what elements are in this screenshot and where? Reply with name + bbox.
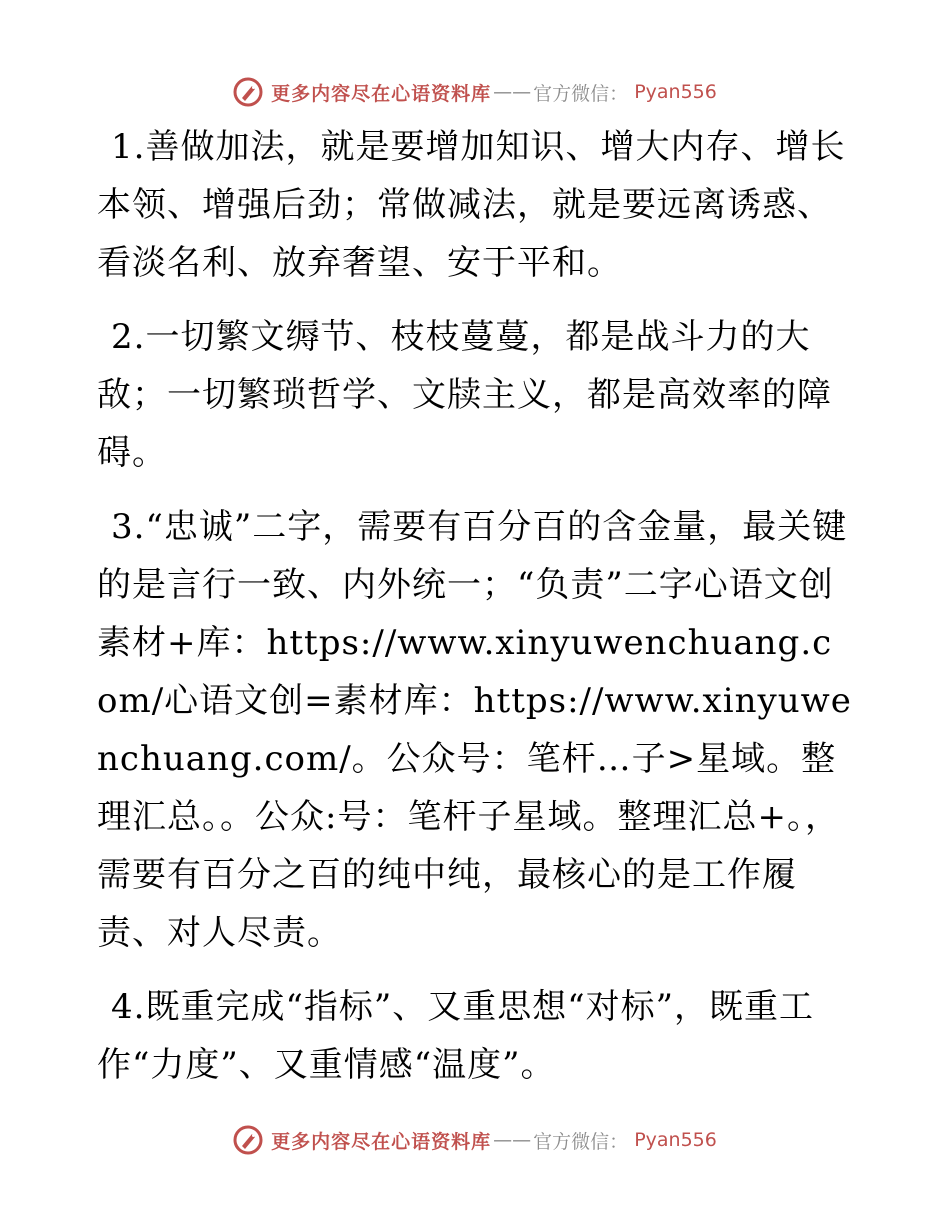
banner-wechat-label: 官方微信： <box>533 1130 629 1153</box>
document-body <box>97 118 853 1110</box>
banner-separator: —— <box>493 1129 532 1151</box>
paragraph-number: 4. <box>111 987 146 1027</box>
paragraph-text: “忠诚”二字，需要有百分百的含金量，最关键的是言行一致、内外统一；“负责”二字心语文创素材+库：https://www.xinyuwenchuang.com/心语文创=素材库：https://www.xinyuwenchuang.com/。公众号：笔杆…子>星域。整理汇总。。公众:号：笔杆子星域。整理汇总+。，需要有百分之百的纯中纯，最核心的是工作履责、对人尽责。 <box>97 507 852 953</box>
paragraph-number: 1. <box>111 127 146 167</box>
banner-wechat-label: 官方微信： <box>533 82 629 105</box>
paragraph-1 <box>97 118 853 292</box>
banner-separator: —— <box>493 81 532 103</box>
banner-wechat-id: Pyan556 <box>634 81 717 103</box>
paragraph-2 <box>97 308 853 482</box>
banner-main-text: 更多内容尽在心语资料库 <box>271 1130 492 1153</box>
paragraph-text: 一切繁文缛节、枝枝蔓蔓，都是战斗力的大敌；一切繁琐哲学、文牍主义，都是高效率的障碍。 <box>97 317 832 473</box>
paragraph-text: 善做加法，就是要增加知识、增大内存、增长本领、增强后劲；常做减法，就是要远离诱惑、看淡名利、放弃奢望、安于平和。 <box>97 127 846 283</box>
paragraph-text: 既重完成“指标”、又重思想“对标”，既重工作“力度”、又重情感“温度”。 <box>97 987 814 1085</box>
banner-main-text: 更多内容尽在心语资料库 <box>271 82 492 105</box>
paragraph-number: 3. <box>111 507 146 547</box>
banner-wechat-id: Pyan556 <box>634 1129 717 1151</box>
paragraph-number: 2. <box>111 317 146 357</box>
footer-banner <box>0 1120 950 1160</box>
pen-nib-logo-icon <box>233 1125 263 1155</box>
pen-nib-logo-icon <box>233 77 263 107</box>
header-banner <box>0 72 950 112</box>
paragraph-3 <box>97 498 853 962</box>
paragraph-4 <box>97 978 853 1094</box>
